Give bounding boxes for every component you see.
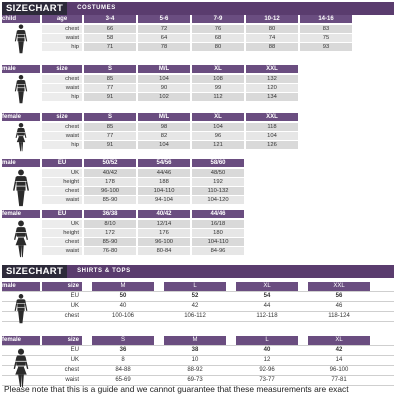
row-label: chest xyxy=(42,123,82,131)
group-title: female xyxy=(2,210,40,218)
table-cell: 56 xyxy=(308,292,370,301)
table-cell: 78 xyxy=(138,43,190,51)
table-cell: 83 xyxy=(300,25,352,33)
table-cell: 8/10 xyxy=(84,220,136,228)
row-label: chest xyxy=(42,238,82,246)
size-column-header: M xyxy=(92,282,154,291)
table-cell: 72 xyxy=(138,25,190,33)
table-cell: 84-96 xyxy=(192,247,244,255)
table-cell xyxy=(300,187,352,195)
table-cell: 106-112 xyxy=(164,312,226,321)
label-column-header: size xyxy=(42,65,82,73)
table-row xyxy=(2,220,394,228)
table-cell: 126 xyxy=(246,141,298,149)
child-figure-icon xyxy=(10,23,32,59)
table-header-row xyxy=(2,15,394,23)
table-cell: 65-69 xyxy=(92,376,154,385)
table-cell: 102 xyxy=(138,93,190,101)
size-column-header: S xyxy=(84,65,136,73)
table-cell: 96-100 xyxy=(308,366,370,375)
table-cell: 121 xyxy=(192,141,244,149)
table-cell: 88 xyxy=(246,43,298,51)
row-label: hip xyxy=(42,43,82,51)
table-cell xyxy=(300,93,352,101)
table-cell: 46 xyxy=(308,302,370,311)
row-label: waist xyxy=(42,84,82,92)
size-column-header: S xyxy=(92,336,154,345)
table-cell: 52 xyxy=(164,292,226,301)
table-cell: 99 xyxy=(192,84,244,92)
table-cell: 69-73 xyxy=(164,376,226,385)
costumes-banner-subtitle: COSTUMES xyxy=(67,2,394,15)
size-column-header: M/L xyxy=(138,65,190,73)
table-cell: 110-132 xyxy=(192,187,244,195)
row-label: hip xyxy=(42,93,82,101)
table-cell: 40/42 xyxy=(84,169,136,177)
table-cell: 104 xyxy=(138,75,190,83)
table-cell: 42 xyxy=(164,302,226,311)
table-cell: 96 xyxy=(192,132,244,140)
size-column-header xyxy=(300,210,352,218)
table-row xyxy=(2,169,394,177)
table-cell: 118 xyxy=(246,123,298,131)
shirt-table-1 xyxy=(2,336,394,386)
table-cell: 108 xyxy=(192,75,244,83)
table-cell xyxy=(246,247,298,255)
table-row xyxy=(2,346,394,356)
male-figure-icon xyxy=(10,167,32,212)
female-figure-icon xyxy=(10,121,32,157)
table-cell: 80 xyxy=(246,25,298,33)
table-row xyxy=(2,229,394,237)
row-label: chest xyxy=(42,75,82,83)
table-row xyxy=(2,302,394,312)
table-cell xyxy=(300,132,352,140)
table-cell: 118-124 xyxy=(308,312,370,321)
table-cell: 104-110 xyxy=(138,187,190,195)
table-cell: 68 xyxy=(192,34,244,42)
row-label: UK xyxy=(42,356,82,365)
table-cell: 104-110 xyxy=(192,238,244,246)
size-column-header: M/L xyxy=(138,113,190,121)
table-cell: 76-80 xyxy=(84,247,136,255)
table-cell: 132 xyxy=(246,75,298,83)
male-figure-icon xyxy=(10,292,32,329)
table-cell: 12/14 xyxy=(138,220,190,228)
size-column-header xyxy=(246,210,298,218)
row-label: waist xyxy=(42,196,82,204)
table-cell: 104 xyxy=(138,141,190,149)
table-cell: 120 xyxy=(246,84,298,92)
size-column-header: XL xyxy=(192,113,244,121)
table-cell: 12 xyxy=(236,356,298,365)
label-column-header: size xyxy=(42,282,82,291)
table-cell: 88-92 xyxy=(164,366,226,375)
table-cell: 36 xyxy=(92,346,154,355)
row-label: chest xyxy=(42,187,82,195)
costume-table-1 xyxy=(2,65,394,102)
row-label: UK xyxy=(42,220,82,228)
size-column-header xyxy=(300,65,352,73)
size-column-header: S xyxy=(84,113,136,121)
costume-table-3 xyxy=(2,159,394,205)
table-cell: 50 xyxy=(92,292,154,301)
row-label: EU xyxy=(42,346,82,355)
table-cell: 44/46 xyxy=(138,169,190,177)
group-title: female xyxy=(2,113,40,121)
table-cell: 176 xyxy=(138,229,190,237)
shirt-table-0 xyxy=(2,282,394,322)
table-cell: 85 xyxy=(84,123,136,131)
size-column-header xyxy=(246,159,298,167)
table-cell: 77 xyxy=(84,84,136,92)
table-cell: 71 xyxy=(84,43,136,51)
costume-table-4 xyxy=(2,210,394,256)
costumes-banner-title: SIZECHART xyxy=(2,2,67,15)
row-label: height xyxy=(42,178,82,186)
table-cell: 10 xyxy=(164,356,226,365)
size-column-header: XXL xyxy=(308,282,370,291)
size-column-header: M xyxy=(164,336,226,345)
table-row xyxy=(2,196,394,204)
table-row xyxy=(2,141,394,149)
group-title: male xyxy=(2,159,40,167)
size-column-header: 50/52 xyxy=(84,159,136,167)
row-label: chest xyxy=(42,25,82,33)
size-column-header: 44/46 xyxy=(192,210,244,218)
table-cell xyxy=(246,169,298,177)
shirts-banner-subtitle: SHIRTS & TOPS xyxy=(67,265,394,278)
male-figure-icon xyxy=(10,73,32,109)
table-cell: 73-77 xyxy=(236,376,298,385)
row-label: waist xyxy=(42,34,82,42)
table-cell: 44 xyxy=(236,302,298,311)
table-cell xyxy=(300,141,352,149)
size-column-header: 5-6 xyxy=(138,15,190,23)
table-row xyxy=(2,366,394,376)
table-cell xyxy=(246,238,298,246)
size-column-header: 58/60 xyxy=(192,159,244,167)
table-cell: 75 xyxy=(300,34,352,42)
size-column-header: XL xyxy=(236,282,298,291)
table-cell: 85-90 xyxy=(84,238,136,246)
table-cell xyxy=(300,178,352,186)
disclaimer-note: Please note that this is a guide and we cannot guarantee that these measurements are exact xyxy=(4,384,349,394)
table-row xyxy=(2,25,394,33)
table-cell: 188 xyxy=(138,178,190,186)
size-column-header: XL xyxy=(192,65,244,73)
row-label: waist xyxy=(42,376,82,385)
table-cell: 93 xyxy=(300,43,352,51)
table-header-row xyxy=(2,282,394,292)
table-cell: 192 xyxy=(192,178,244,186)
table-row xyxy=(2,132,394,140)
group-title: female xyxy=(2,336,40,345)
table-row xyxy=(2,238,394,246)
table-cell xyxy=(300,169,352,177)
table-row xyxy=(2,178,394,186)
table-row xyxy=(2,75,394,83)
table-cell: 134 xyxy=(246,93,298,101)
table-cell: 85-90 xyxy=(84,196,136,204)
table-cell: 8 xyxy=(92,356,154,365)
table-cell xyxy=(246,178,298,186)
table-cell: 91 xyxy=(84,141,136,149)
table-row xyxy=(2,34,394,42)
table-cell: 16/18 xyxy=(192,220,244,228)
table-cell: 178 xyxy=(84,178,136,186)
table-cell: 98 xyxy=(138,123,190,131)
table-cell: 80-84 xyxy=(138,247,190,255)
size-column-header: 36/38 xyxy=(84,210,136,218)
group-title: child xyxy=(2,15,40,23)
label-column-header: size xyxy=(42,336,82,345)
table-cell xyxy=(300,84,352,92)
table-cell xyxy=(300,220,352,228)
table-cell: 94-104 xyxy=(138,196,190,204)
table-cell xyxy=(300,229,352,237)
costumes-banner xyxy=(2,2,394,15)
size-column-header: 3-4 xyxy=(84,15,136,23)
table-cell: 64 xyxy=(138,34,190,42)
row-label: EU xyxy=(42,292,82,301)
row-label: chest xyxy=(42,312,82,321)
table-cell: 77 xyxy=(84,132,136,140)
table-cell: 76 xyxy=(192,25,244,33)
table-row xyxy=(2,84,394,92)
shirts-banner xyxy=(2,265,394,278)
table-cell: 40 xyxy=(236,346,298,355)
size-column-header: XXL xyxy=(246,65,298,73)
size-column-header xyxy=(300,159,352,167)
row-label: chest xyxy=(42,366,82,375)
table-header-row xyxy=(2,113,394,121)
row-label: UK xyxy=(42,169,82,177)
label-column-header: size xyxy=(42,113,82,121)
table-cell: 104 xyxy=(246,132,298,140)
costume-table-0 xyxy=(2,15,394,52)
table-header-row xyxy=(2,65,394,73)
table-cell: 112-118 xyxy=(236,312,298,321)
table-cell: 180 xyxy=(192,229,244,237)
table-cell: 48/50 xyxy=(192,169,244,177)
row-label: height xyxy=(42,229,82,237)
group-title: male xyxy=(2,282,40,291)
table-cell: 84-88 xyxy=(92,366,154,375)
table-row xyxy=(2,292,394,302)
table-cell: 92-96 xyxy=(236,366,298,375)
table-cell: 172 xyxy=(84,229,136,237)
table-cell: 112 xyxy=(192,93,244,101)
size-column-header: XXL xyxy=(246,113,298,121)
table-cell: 82 xyxy=(138,132,190,140)
size-column-header: L xyxy=(236,336,298,345)
table-cell: 85 xyxy=(84,75,136,83)
table-cell xyxy=(246,229,298,237)
size-column-header: 10-12 xyxy=(246,15,298,23)
table-cell: 74 xyxy=(246,34,298,42)
table-cell: 14 xyxy=(308,356,370,365)
table-cell xyxy=(246,220,298,228)
size-column-header: XL xyxy=(308,336,370,345)
table-row xyxy=(2,356,394,366)
table-cell: 80 xyxy=(192,43,244,51)
table-cell xyxy=(300,123,352,131)
table-cell: 58 xyxy=(84,34,136,42)
row-label: waist xyxy=(42,247,82,255)
table-row xyxy=(2,312,394,322)
table-cell xyxy=(300,238,352,246)
table-row xyxy=(2,187,394,195)
table-cell xyxy=(300,196,352,204)
row-label: UK xyxy=(42,302,82,311)
costume-table-2 xyxy=(2,113,394,150)
table-header-row xyxy=(2,210,394,218)
table-header-row xyxy=(2,159,394,167)
table-cell: 104 xyxy=(192,123,244,131)
table-cell: 42 xyxy=(308,346,370,355)
table-row xyxy=(2,93,394,101)
table-cell: 77-81 xyxy=(308,376,370,385)
label-column-header: EU xyxy=(42,210,82,218)
label-column-header: EU xyxy=(42,159,82,167)
table-header-row xyxy=(2,336,394,346)
table-cell: 38 xyxy=(164,346,226,355)
table-cell: 104-120 xyxy=(192,196,244,204)
table-cell: 90 xyxy=(138,84,190,92)
shirts-banner-title: SIZECHART xyxy=(2,265,67,278)
size-column-header: 40/42 xyxy=(138,210,190,218)
table-cell: 100-106 xyxy=(92,312,154,321)
size-column-header: 14-16 xyxy=(300,15,352,23)
size-column-header: 54/56 xyxy=(138,159,190,167)
row-label: hip xyxy=(42,141,82,149)
size-column-header: L xyxy=(164,282,226,291)
size-column-header xyxy=(300,113,352,121)
table-row xyxy=(2,123,394,131)
female-figure-icon xyxy=(10,218,32,263)
table-row xyxy=(2,247,394,255)
table-cell: 54 xyxy=(236,292,298,301)
table-cell xyxy=(246,196,298,204)
label-column-header: age xyxy=(42,15,82,23)
table-cell: 66 xyxy=(84,25,136,33)
table-row xyxy=(2,43,394,51)
group-title: male xyxy=(2,65,40,73)
table-cell: 96-100 xyxy=(138,238,190,246)
table-cell xyxy=(246,187,298,195)
row-label: waist xyxy=(42,132,82,140)
table-cell: 40 xyxy=(92,302,154,311)
table-cell: 96-100 xyxy=(84,187,136,195)
table-cell: 91 xyxy=(84,93,136,101)
table-cell xyxy=(300,75,352,83)
table-cell xyxy=(300,247,352,255)
size-column-header: 7-9 xyxy=(192,15,244,23)
